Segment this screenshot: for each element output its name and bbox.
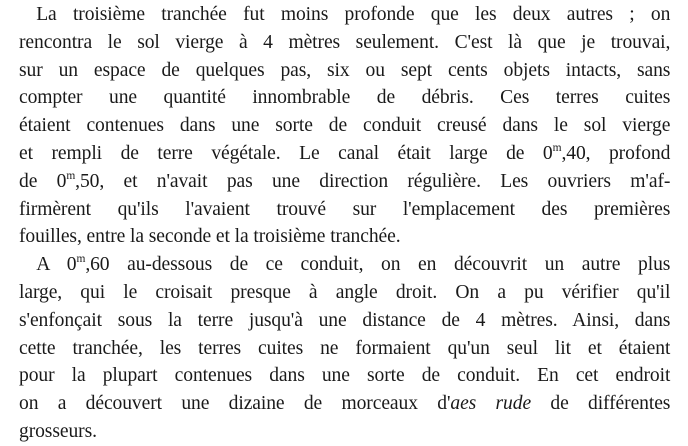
text-segment: cette tranchée, les terres cuites ne formaient qu'un seul lit et étaient — [19, 336, 671, 359]
text-line — [19, 362, 670, 390]
text-segment: compter une quantité innombrable de débris. Ces terres cuites — [19, 86, 671, 109]
text-line — [19, 112, 670, 140]
text-segment: ,40, profond — [561, 141, 671, 164]
text-line — [19, 84, 670, 112]
text-body — [19, 1, 671, 446]
text-line — [19, 390, 670, 418]
text-segment: grosseurs. — [19, 419, 97, 442]
unit-superscript: m — [552, 139, 562, 154]
paragraph — [19, 1, 671, 251]
text-segment: et rempli de terre végétale. Le canal était large de 0 — [19, 141, 553, 164]
text-segment: ,50, et n'avait pas une direction régulière. Les ouvriers m'af- — [75, 169, 671, 192]
italic-term: aes rude — [450, 392, 532, 415]
unit-superscript: m — [76, 251, 86, 266]
text-segment: pour la plupart contenues dans une sorte de conduit. En cet endroit — [19, 364, 671, 387]
text-segment: on a découvert une dizaine de morceaux d' — [19, 392, 451, 415]
text-line — [19, 196, 670, 224]
text-line — [19, 279, 670, 307]
unit-superscript: m — [66, 167, 76, 182]
text-line — [19, 168, 670, 196]
text-segment: La troisième tranchée fut moins profonde que les deux autres ; on — [36, 3, 671, 25]
paragraph — [19, 251, 671, 446]
text-segment: rencontra le sol vierge à 4 mètres seulement. C'est là que je trouvai, — [19, 30, 671, 53]
text-segment: s'enfonçait sous la terre jusqu'à une distance de 4 mètres. Ainsi, dans — [19, 308, 671, 331]
text-segment: firmèrent qu'ils l'avaient trouvé sur l'emplacement des premières — [19, 197, 671, 220]
text-line — [19, 307, 670, 335]
text-segment: fouilles, entre la seconde et la troisième tranchée. — [19, 225, 401, 248]
text-segment: sur un espace de quelques pas, six ou sept cents objets intacts, sans — [19, 58, 671, 81]
text-segment: A 0 — [36, 253, 77, 276]
text-segment: large, qui le croisait presque à angle droit. On a pu vérifier qu'il — [19, 280, 671, 303]
text-line — [19, 335, 670, 363]
text-line — [19, 140, 670, 168]
text-line — [19, 57, 670, 85]
text-segment: ,60 au-dessous de ce conduit, on en découvrit un autre plus — [85, 253, 671, 276]
text-line — [19, 223, 670, 251]
text-line — [19, 1, 670, 29]
text-segment: de différentes — [531, 392, 671, 415]
text-segment: de 0 — [19, 169, 67, 192]
text-line — [19, 251, 670, 279]
text-line — [19, 29, 670, 57]
text-segment: étaient contenues dans une sorte de conduit creusé dans le sol vierge — [19, 114, 671, 137]
text-line — [19, 418, 670, 446]
